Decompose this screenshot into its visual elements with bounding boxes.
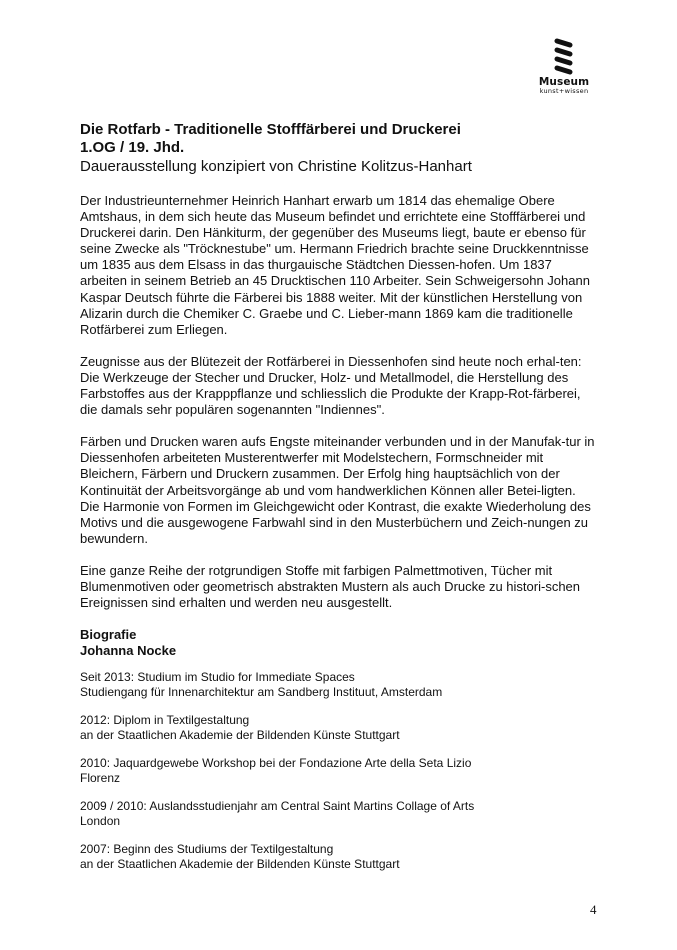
- paragraph-fabrics: Eine ganze Reihe der rotgrundigen Stoffe mit farbigen Palmettmotiven, Tücher mit Blumenmotiven oder geometrisch abstrakten Mustern als auch Drucke zu histori-schen Ereignissen sind erhalten und werden neu ausgestellt.: [80, 562, 581, 611]
- museum-logo: [532, 38, 596, 95]
- biography-heading: Biografie: [80, 627, 137, 643]
- cv-entry: [80, 799, 600, 828]
- cv-entry-line: London: [80, 813, 121, 828]
- cv-entry: [80, 842, 600, 871]
- cv-entry-line: Studiengang für Innenarchitektur am Sandberg Instituut, Amsterdam: [80, 684, 443, 699]
- cv-entry-line: Florenz: [80, 770, 121, 785]
- cv-entry-line: 2007: Beginn des Studiums der Textilgestaltung: [80, 842, 334, 857]
- cv-entry-line: Seit 2013: Studium im Studio for Immediate Spaces: [80, 670, 355, 685]
- paragraph-harmony: Die Harmonie von Formen im Gleichgewicht oder Kontrast, die exakte Wiederholung des Motivs und die ausgewogene Farbwahl sind in den Musterbüchern und Zeich-nungen zu bewundern.: [80, 498, 591, 546]
- paragraph-history: Der Industrieunternehmer Heinrich Hanhart erwarb um 1814 das ehemalige Obere Amtshaus, in dem sich heute das Museum befindet und errichtete eine Stofffärberei und Druckerei darin. Den Hänkiturm, der gegenüber des Museums liegt, baute er ebenso für seine Zwecke als "Tröcknestube" um. Hermann Friedrich brachte seine Druckkenntnisse um 1835 aus dem Elsass in das thurgauische Städtchen Diessen-hofen. Um 1837 arbeiten in seinem Betrieb an 45 Drucktischen 110 Arbeiter. Sein Schweigersohn Johann Kaspar Deutsch führte die Färberei bis 1888 weiter. Mit der künstlichen Herstellung von Alizarin durch die Chemiker C. Graebe und C. Lieber-mann 1869 kam die traditionelle Rotfärberei zum Erliegen.: [80, 193, 590, 337]
- paragraph-testimonies: Zeugnisse aus der Blütezeit der Rotfärberei in Diessenhofen sind heute noch erhal-ten: Die Werkzeuge der Stecher und Drucker, Holz- und Metallmodel, die Herstellung des Farbstoffes aus der Krapppflanze und schliesslich die Produkte der Krapp-Rot-färberei, die damals sehr populären sogenannten "Indiennes".: [80, 353, 582, 418]
- page-number: 4: [590, 902, 597, 917]
- cv-entry-line: 2009 / 2010: Auslandsstudienjahr am Central Saint Martins Collage of Arts: [80, 799, 475, 814]
- paragraph-dyeing-printing: Färben und Drucken waren aufs Engste miteinander verbunden und in der Manufak-tur in Diessenhofen arbeiteten Musterentwerfer mit Modelstechern, Formschneider mit Bleichern, Färbern und Druckern zusammen. Der Erfolg hing hauptsächlich von der Kontinuität der Arbeitsvorgänge ab und vom handwerklichen Können aller Betei-ligten.: [80, 434, 595, 498]
- cv-entry: [80, 756, 600, 785]
- museum-logo-mark-icon: [553, 38, 575, 76]
- cv-entry-line: an der Staatlichen Akademie der Bildenden Künste Stuttgart: [80, 856, 400, 871]
- biography-header: [80, 627, 600, 659]
- logo-subtitle: kunst+wissen: [539, 87, 589, 95]
- cv-entry: [80, 670, 600, 699]
- cv-entry-line: 2010: Jaquardgewebe Workshop bei der Fondazione Arte della Seta Lizio: [80, 756, 472, 771]
- cv-entry: [80, 713, 600, 742]
- page-subtitle: Dauerausstellung konzipiert von Christine Kolitzus-Hanhart: [80, 158, 472, 175]
- cv-entry-line: an der Staatlichen Akademie der Bildenden Künste Stuttgart: [80, 727, 400, 742]
- page-title: Die Rotfarb - Traditionelle Stofffärberei und Druckerei: [80, 121, 461, 138]
- document-body: [80, 121, 600, 885]
- biography-person-name: Johanna Nocke: [80, 643, 177, 659]
- logo-name: Museum: [538, 76, 590, 88]
- page-title-floor: 1.OG / 19. Jhd.: [80, 139, 185, 156]
- cv-entry-line: 2012: Diplom in Textilgestaltung: [80, 713, 250, 728]
